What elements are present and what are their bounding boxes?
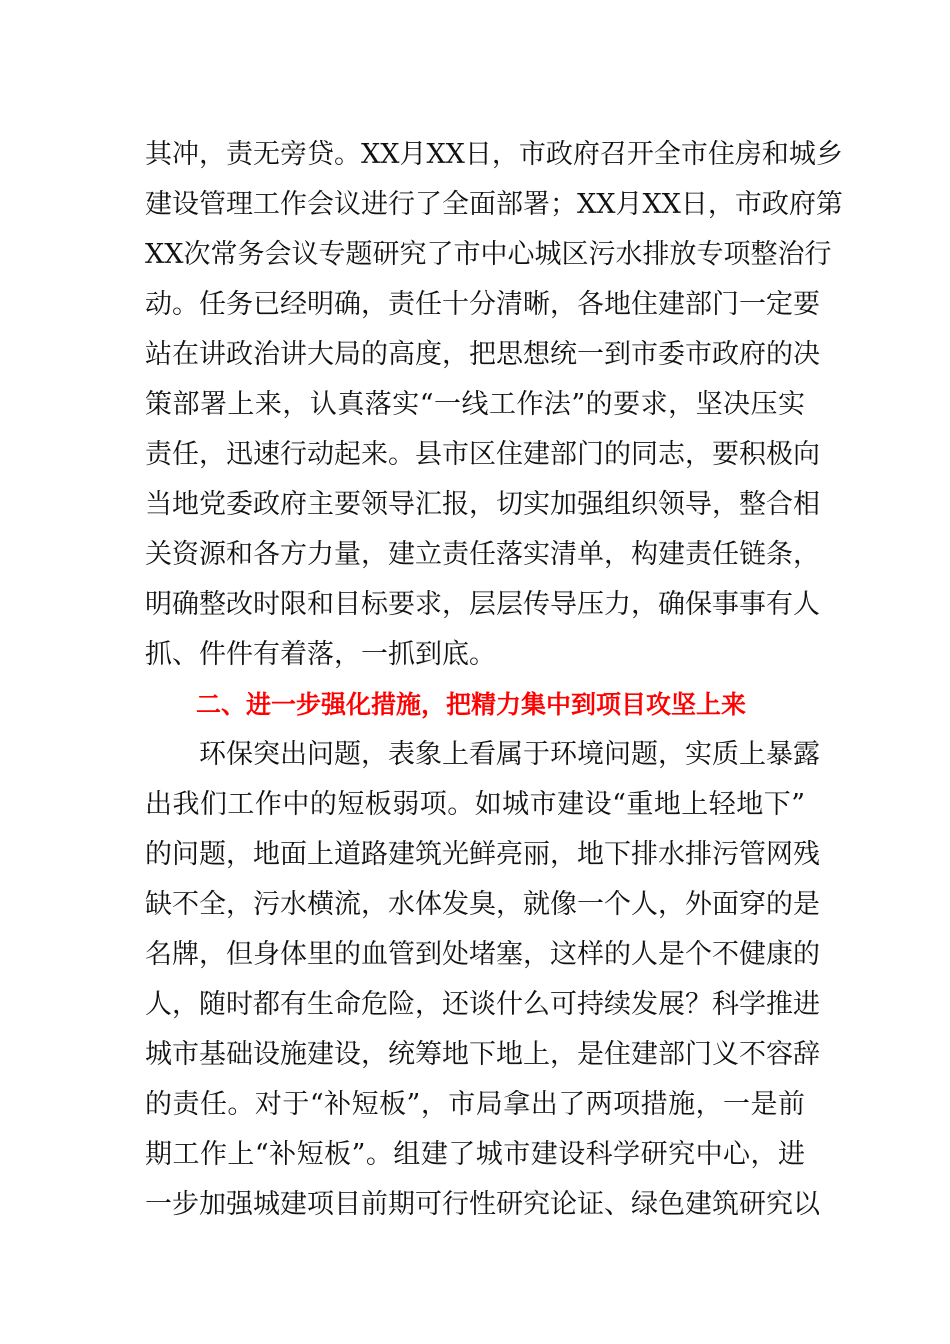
text-line: 一步加强城建项目前期可行性研究论证、绿色建筑研究以 [145,1189,820,1220]
text-line: 出我们工作中的短板弱项。如城市建设“重地上轻地下” [145,789,805,820]
text-line: 人，随时都有生命危险，还谈什么可持续发展？科学推进 [145,989,820,1020]
text-line: 环保突出问题，表象上看属于环境问题，实质上暴露 [199,739,820,770]
text-line: 期工作上“补短板”。组建了城市建设科学研究中心，进 [145,1139,805,1170]
text-line: 明确整改时限和目标要求，层层传导压力，确保事事有人 [145,589,820,620]
text-line: 城市基础设施建设，统筹地下地上，是住建部门义不容辞 [145,1039,820,1070]
text-line: 建设管理工作会议进行了全面部署；XX月XX日，市政府第 [145,189,843,220]
text-line: 动。任务已经明确，责任十分清晰，各地住建部门一定要 [145,289,820,320]
text-line: 的责任。对于“补短板”，市局拿出了两项措施，一是前 [145,1089,805,1120]
section-heading: 二、进一步强化措施，把精力集中到项目攻坚上来 [196,690,747,719]
text-line: 关资源和各方力量，建立责任落实清单，构建责任链条， [145,539,820,570]
text-line: 名牌，但身体里的血管到处堵塞，这样的人是个不健康的 [145,939,820,970]
text-line: 的问题，地面上道路建筑光鲜亮丽，地下排水排污管网残 [145,839,820,870]
text-line: 其冲，责无旁贷。XX月XX日，市政府召开全市住房和城乡 [145,139,843,170]
text-line: 缺不全，污水横流，水体发臭，就像一个人，外面穿的是 [145,889,820,920]
text-line: XX次常务会议专题研究了市中心城区污水排放专项整治行 [145,239,832,270]
text-line: 策部署上来，认真落实“一线工作法”的要求，坚决压实 [145,389,805,420]
text-line: 当地党委政府主要领导汇报，切实加强组织领导，整合相 [145,489,820,520]
text-line: 抓、件件有着落，一抓到底。 [145,639,496,670]
text-line: 站在讲政治讲大局的高度，把思想统一到市委市政府的决 [145,339,820,370]
text-line: 责任，迅速行动起来。县市区住建部门的同志，要积极向 [145,439,820,470]
